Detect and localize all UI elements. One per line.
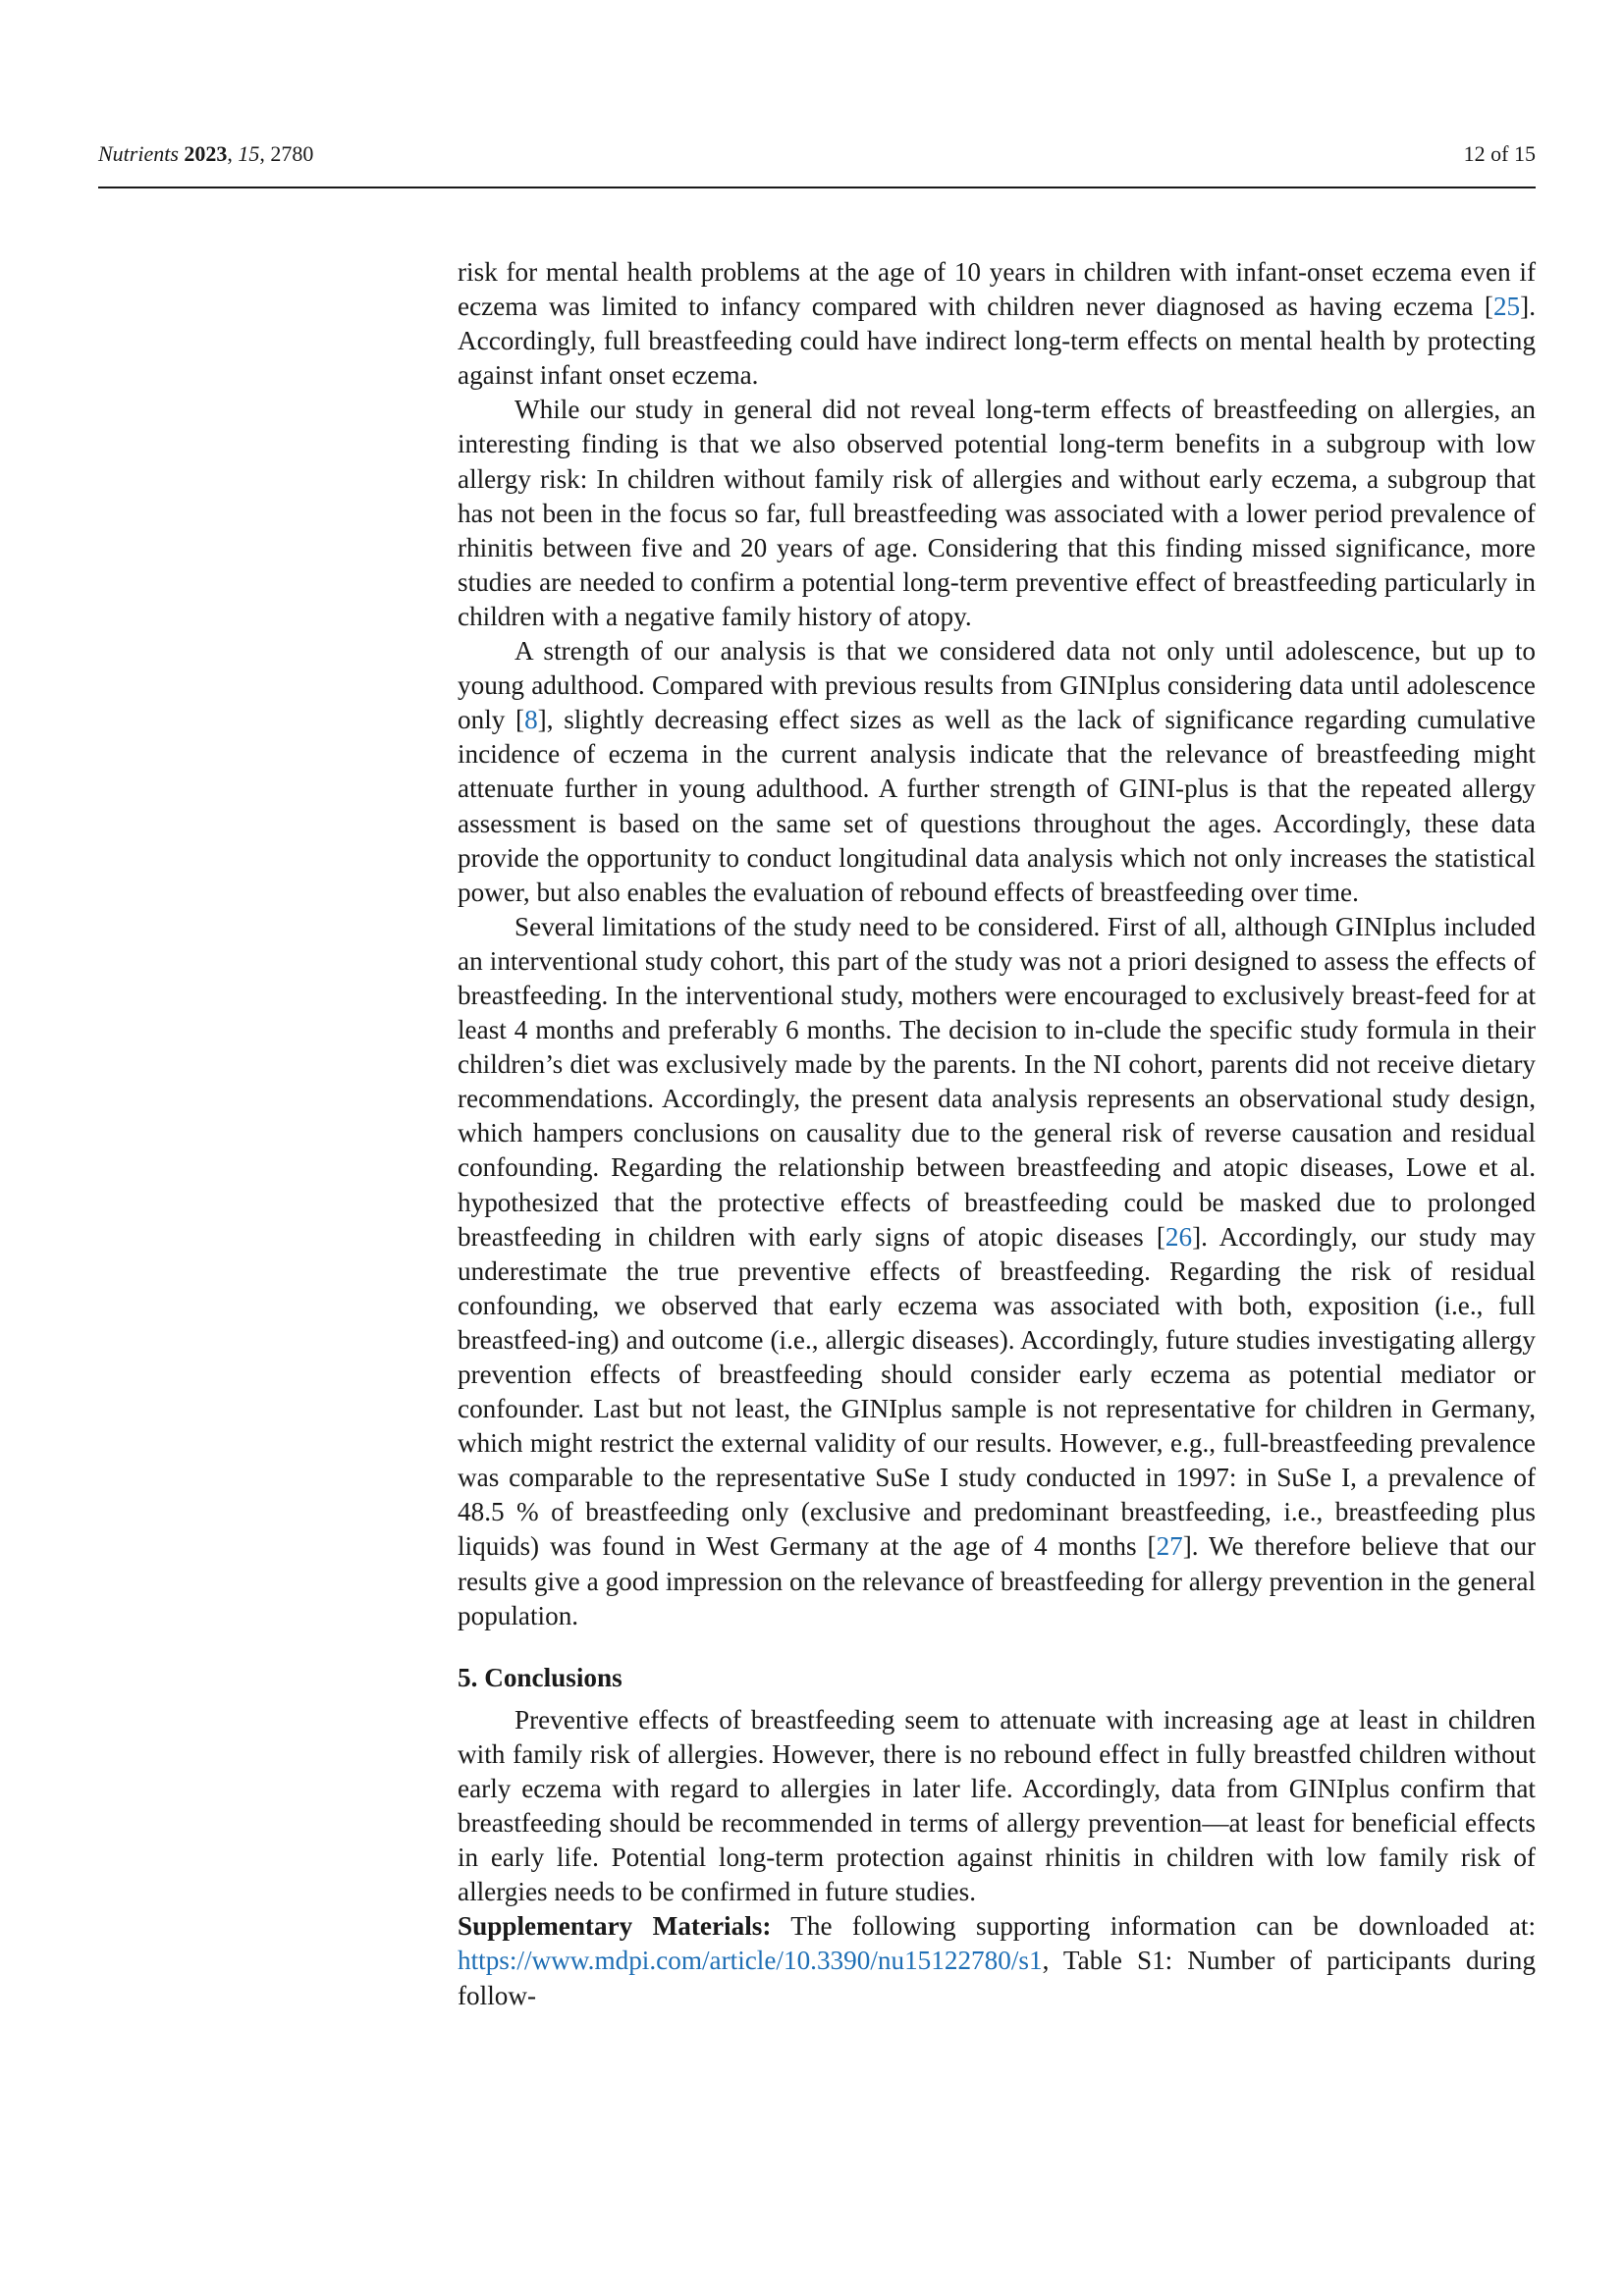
journal-volume: 15 (238, 141, 260, 166)
paragraph-mental-health: risk for mental health problems at the age of 10 years in children with infant-onset eczema even if eczema was limited to infancy compared with children never diagnosed as having eczema [25]. Accordingly, full breastfeeding could have indirect long-term effects on mental health by protecting against infant onset eczema. (458, 257, 1536, 391)
citation-link[interactable]: 26 (1164, 1221, 1193, 1252)
paragraph-low-risk-subgroup: While our study in general did not reveal long-term effects of breastfeeding on allergies, an interesting finding is that we also observed potential long-term benefits in a subgroup with low allergy risk: In children without family risk of allergies and without early eczema, a subgroup that has not been in the focus so far, full breastfeeding was associated with a lower period prevalence of rhinitis between five and 20 years of age. Considering that this finding missed significance, more studies are needed to confirm a potential long-term preventive effect of breastfeeding particularly in children with a negative family history of atopy. (458, 395, 1536, 631)
supplementary-materials: Supplementary Materials: The following supporting information can be downloaded at: https://www.mdpi.com/article/10.3390/nu15122780/s1, Table S1: Number of participants during follow- (458, 1911, 1537, 2010)
running-header (98, 141, 1536, 181)
citation-link[interactable]: 25 (1492, 292, 1521, 322)
page-number: 12 of 15 (1463, 141, 1536, 166)
article-body (458, 255, 1536, 2013)
citation-link[interactable]: 8 (524, 705, 538, 735)
section-heading-conclusions: 5. Conclusions (458, 1662, 623, 1692)
journal-year: 2023 (184, 141, 228, 166)
supplementary-label: Supplementary Materials: (458, 1911, 772, 1942)
journal-citation: Nutrients 2023, 15, 2780 (98, 141, 314, 166)
supplementary-link[interactable]: https://www.mdpi.com/article/10.3390/nu15122780/s1 (458, 1946, 1043, 1976)
citation-link[interactable]: 27 (1156, 1531, 1183, 1562)
journal-name: Nutrients (98, 141, 179, 166)
header-rule (98, 187, 1536, 188)
paragraph-conclusions: Preventive effects of breastfeeding seem to attenuate with increasing age at least in children with family risk of allergies. However, there is no rebound effect in fully breastfed children without early eczema with regard to allergies in later life. Accordingly, data from GINIplus confirm that breastfeeding should be recommended in terms of allergy prevention—at least for beneficial effects in early life. Potential long-term protection against rhinitis in children with low family risk of allergies needs to be confirmed in future studies. (458, 1704, 1536, 1907)
paragraph-limitations: Several limitations of the study need to be considered. First of all, although GINIplus included an interventional study cohort, this part of the study was not a priori designed to assess the effects of breastfeeding. In the interventional study, mothers were encouraged to exclusively breast-feed for at least 4 months and preferably 6 months. The decision to in-clude the specific study formula in their children’s diet was exclusively made by the parents. In the NI cohort, parents did not receive dietary recommendations. Accordingly, the present data analysis represents an observational study design, which hampers conclusions on causality due to the general risk of reverse causation and residual confounding. Regarding the relationship between breastfeeding and atopic diseases, Lowe et al. hypothesized that the protective effects of breastfeeding could be masked due to prolonged breastfeeding in children with early signs of atopic diseases [26]. Accordingly, our study may underestimate the true preventive effects of breastfeeding. Regarding the risk of residual confounding, we observed that early eczema was associated with both, exposition (i.e., full breastfeed-ing) and outcome (i.e., allergic diseases). Accordingly, future studies investigating allergy prevention effects of breastfeeding should consider early eczema as potential mediator or confounder. Last but not least, the GINIplus sample is not representative for children in Germany, which might restrict the external validity of our results. However, e.g., full-breastfeeding prevalence was comparable to the representative SuSe I study conducted in 1997: in SuSe I, a prevalence of 48.5 % of breastfeeding only (exclusive and predominant breastfeeding, i.e., breastfeeding plus liquids) was found in West Germany at the age of 4 months [27]. We therefore believe that our results give a good impression on the relevance of breastfeeding for allergy prevention in the general population. (458, 911, 1537, 1630)
paragraph-strengths: A strength of our analysis is that we considered data not only until adolescence, but up to young adulthood. Compared with previous results from GINIplus considering data until adolescence only [8], slightly decreasing effect sizes as well as the lack of significance regarding cumulative incidence of eczema in the current analysis indicate that the relevance of breastfeeding might attenuate further in young adulthood. A further strength of GINI-plus is that the repeated allergy assessment is based on the same set of questions throughout the ages. Accordingly, these data provide the opportunity to conduct longitudinal data analysis which not only increases the statistical power, but also enables the evaluation of rebound effects of breastfeeding over time. (458, 636, 1536, 907)
article-number: , 2780 (259, 141, 314, 166)
